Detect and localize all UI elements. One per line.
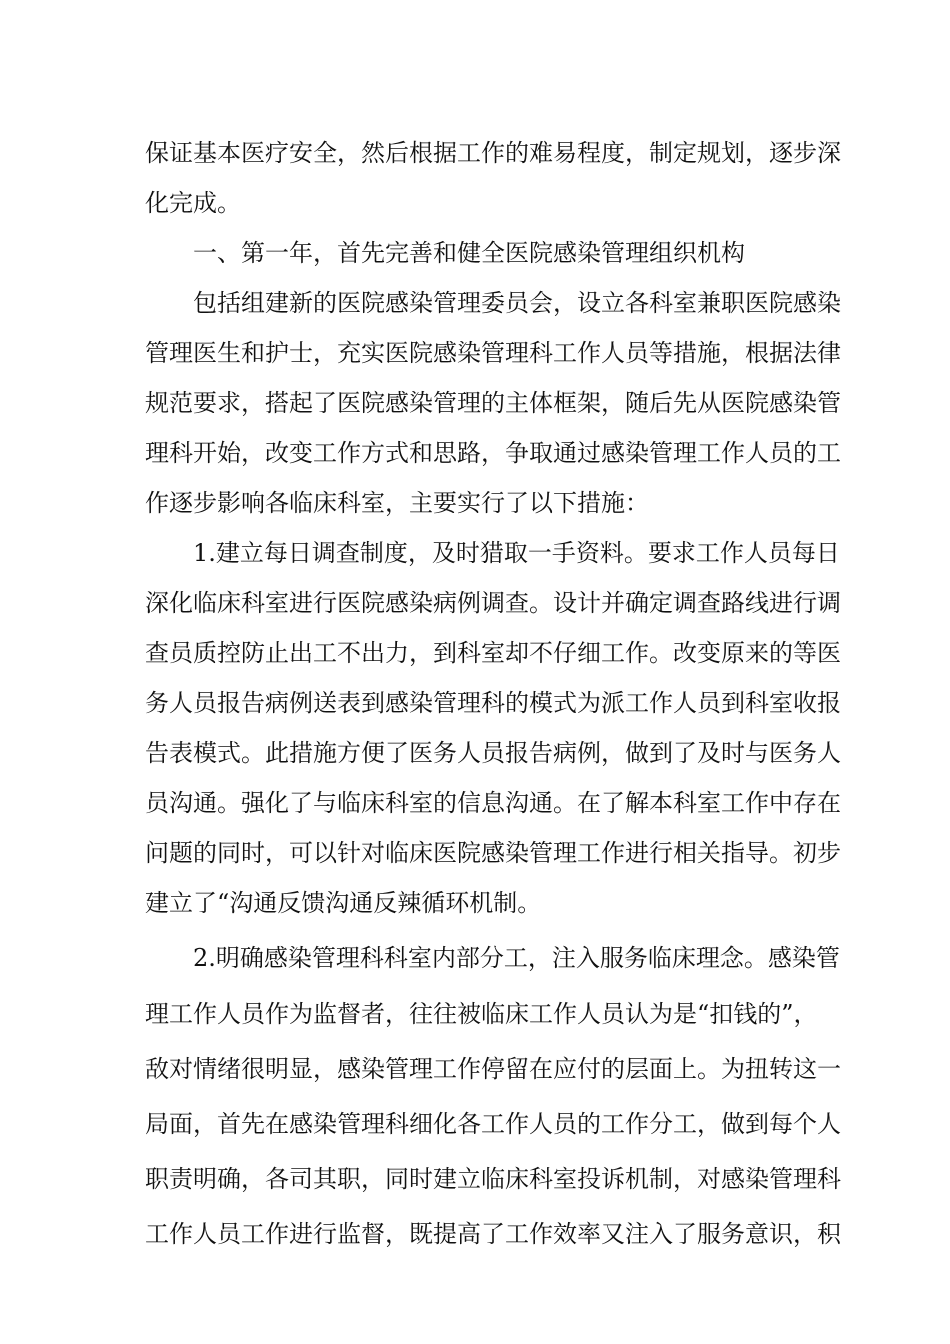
text-line: 1.建立每日调查制度，及时猎取一手资料。要求工作人员每日 [193,539,840,567]
text-line: 理科开始，改变工作方式和思路，争取通过感染管理工作人员的工 [145,439,841,467]
text-line: 员沟通。强化了与临床科室的信息沟通。在了解本科室工作中存在 [145,789,841,817]
text-line: 保证基本医疗安全，然后根据工作的难易程度，制定规划，逐步深 [145,139,841,167]
text-line: 查员质控防止出工不出力，到科室却不仔细工作。改变原来的等医 [145,639,841,667]
text-line: 化完成。 [145,189,241,217]
text-line: 2.明确感染管理科科室内部分工，注入服务临床理念。感染管 [193,944,840,972]
text-line: 管理医生和护士，充实医院感染管理科工作人员等措施，根据法律 [145,339,841,367]
text-line: 告表模式。此措施方便了医务人员报告病例，做到了及时与医务人 [145,739,841,767]
text-line: 敌对情绪很明显，感染管理工作停留在应付的层面上。为扭转这一 [145,1055,841,1083]
text-line: 理工作人员作为监督者，往往被临床工作人员认为是“扣钱的”， [145,1000,818,1028]
text-line: 深化临床科室进行医院感染病例调查。设计并确定调查路线进行调 [145,589,841,617]
text-line: 职责明确，各司其职，同时建立临床科室投诉机制，对感染管理科 [145,1165,841,1193]
text-line: 务人员报告病例送表到感染管理科的模式为派工作人员到科室收报 [145,689,841,717]
text-line: 规范要求，搭起了医院感染管理的主体框架，随后先从医院感染管 [145,389,841,417]
text-line: 问题的同时，可以针对临床医院感染管理工作进行相关指导。初步 [145,839,841,867]
text-line: 作逐步影响各临床科室，主要实行了以下措施： [145,489,649,517]
text-line: 工作人员工作进行监督，既提高了工作效率又注入了服务意识，积 [145,1220,841,1248]
section-heading: 一、第一年，首先完善和健全医院感染管理组织机构 [193,239,745,267]
text-line: 建立了“沟通反馈沟通反辣循环机制。 [145,889,542,917]
text-line: 局面，首先在感染管理科细化各工作人员的工作分工，做到每个人 [145,1110,841,1138]
text-line: 包括组建新的医院感染管理委员会，设立各科室兼职医院感染 [193,289,841,317]
